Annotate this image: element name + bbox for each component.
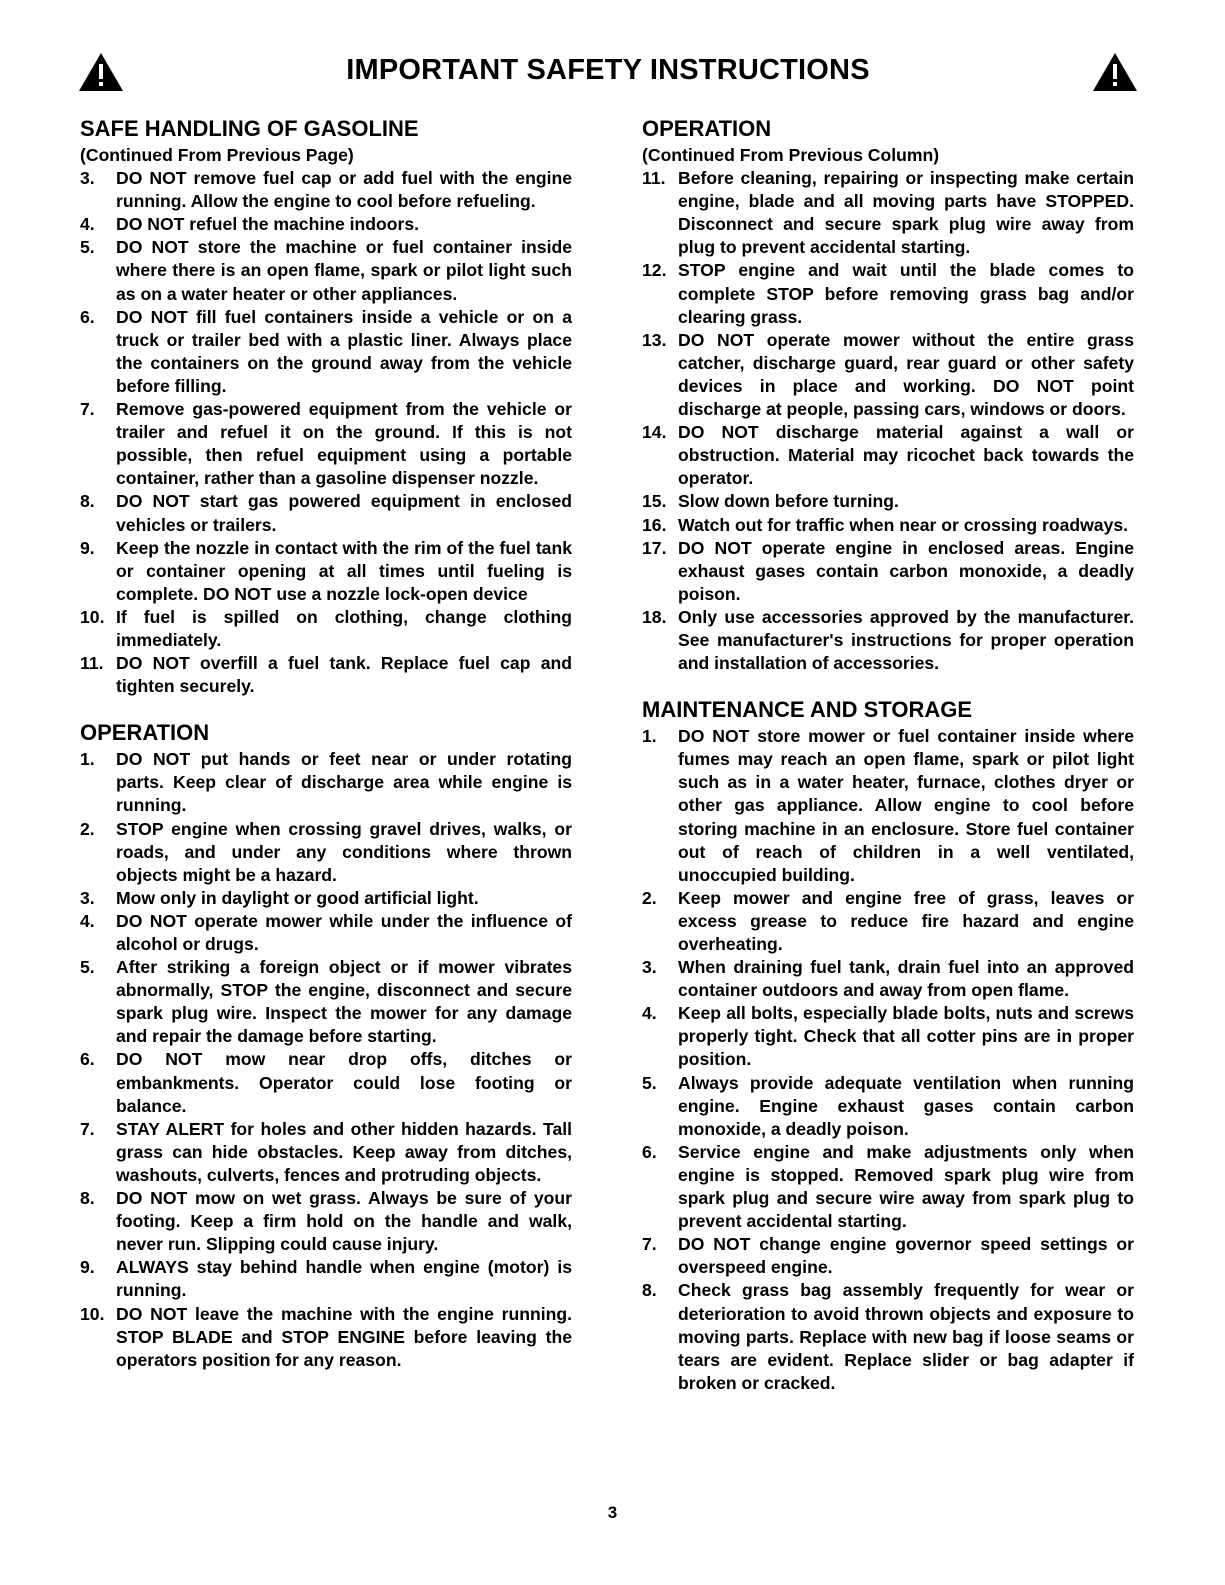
item-text: After striking a foreign object or if mower vibrates abnormally, STOP the engine, disconnect and secure spark plug wire. Inspect the mower for any damage and repair the damage before starting. bbox=[116, 957, 572, 1047]
item-number: 6. bbox=[80, 1049, 95, 1070]
item-text: Keep the nozzle in contact with the rim of the fuel tank or container opening at all times until fueling is complete. DO NOT use a nozzle lock-open device bbox=[116, 537, 572, 604]
instruction-list bbox=[80, 748, 572, 1372]
list-item bbox=[642, 606, 1134, 675]
list-item bbox=[642, 725, 1134, 887]
item-text: DO NOT refuel the machine indoors. bbox=[116, 214, 420, 235]
item-number: 3. bbox=[80, 168, 95, 189]
item-number: 4. bbox=[80, 910, 95, 931]
item-text: DO NOT mow on wet grass. Always be sure of your footing. Keep a firm hold on the handle and walk, never run. Slipping could cause injury. bbox=[116, 1188, 572, 1255]
item-number: 3. bbox=[642, 957, 657, 978]
section-title: OPERATION bbox=[80, 720, 210, 746]
list-item bbox=[80, 213, 572, 236]
item-text: DO NOT store the machine or fuel container inside where there is an open flame, spark or pilot light such as on a water heater or other appliances. bbox=[116, 237, 572, 304]
item-text: STOP engine when crossing gravel drives, walks, or roads, and under any conditions where thrown objects might be a hazard. bbox=[116, 818, 572, 885]
item-text: When draining fuel tank, drain fuel into an approved container outdoors and away from open flame. bbox=[678, 957, 1134, 1001]
list-item bbox=[642, 421, 1134, 490]
item-number: 15. bbox=[642, 491, 667, 512]
item-number: 5. bbox=[80, 957, 95, 978]
item-text: Slow down before turning. bbox=[678, 491, 899, 512]
list-item bbox=[80, 1187, 572, 1256]
item-number: 12. bbox=[642, 260, 667, 281]
list-item bbox=[642, 1233, 1134, 1279]
item-text: DO NOT leave the machine with the engine running. STOP BLADE and STOP ENGINE before leaving the operators position for any reason. bbox=[116, 1303, 572, 1370]
item-number: 6. bbox=[642, 1141, 657, 1162]
item-text: Keep all bolts, especially blade bolts, nuts and screws properly tight. Check that all cotter pins are in proper position. bbox=[678, 1003, 1134, 1070]
item-number: 17. bbox=[642, 537, 667, 558]
item-number: 10. bbox=[80, 606, 105, 627]
item-number: 7. bbox=[80, 399, 95, 420]
item-number: 11. bbox=[80, 653, 104, 674]
list-item bbox=[642, 956, 1134, 1002]
item-text: DO NOT overfill a fuel tank. Replace fuel cap and tighten securely. bbox=[116, 653, 572, 697]
item-text: DO NOT operate engine in enclosed areas. Engine exhaust gases contain carbon monoxide, a deadly poison. bbox=[678, 537, 1134, 604]
item-number: 14. bbox=[642, 422, 667, 443]
item-text: STAY ALERT for holes and other hidden hazards. Tall grass can hide obstacles. Keep away from ditches, washouts, culverts, fences and protruding objects. bbox=[116, 1118, 572, 1185]
item-text: DO NOT operate mower while under the influence of alcohol or drugs. bbox=[116, 910, 572, 954]
item-number: 4. bbox=[80, 214, 95, 235]
list-item bbox=[642, 537, 1134, 606]
list-item bbox=[80, 1048, 572, 1117]
list-item bbox=[642, 1002, 1134, 1071]
item-number: 18. bbox=[642, 606, 667, 627]
list-item bbox=[80, 956, 572, 1048]
continued-note: (Continued From Previous Page) bbox=[80, 145, 354, 165]
item-text: Always provide adequate ventilation when running engine. Engine exhaust gases contain carbon monoxide, a deadly poison. bbox=[678, 1072, 1134, 1139]
page-title: IMPORTANT SAFETY INSTRUCTIONS bbox=[346, 54, 870, 86]
maintenance-section bbox=[642, 697, 1134, 1395]
item-text: Before cleaning, repairing or inspecting make certain engine, blade and all moving parts have STOPPED. Disconnect and secure spark plug wire away from plug to prevent accidental starting. bbox=[678, 168, 1134, 258]
item-text: Remove gas-powered equipment from the vehicle or trailer and refuel it on the ground. If this is not possible, then refuel equipment using a portable container, rather than a gasoline dispenser nozzle. bbox=[116, 399, 572, 489]
list-item bbox=[80, 887, 572, 910]
item-number: 8. bbox=[80, 491, 95, 512]
left-column bbox=[80, 116, 572, 1372]
item-number: 9. bbox=[80, 1257, 95, 1278]
operation-continued-section bbox=[642, 116, 1134, 675]
list-item bbox=[642, 490, 1134, 513]
list-item bbox=[80, 537, 572, 606]
section-title: OPERATION bbox=[642, 116, 772, 141]
item-text: Only use accessories approved by the manufacturer. See manufacturer's instructions for proper operation and installation of accessories. bbox=[678, 606, 1134, 674]
list-item bbox=[642, 887, 1134, 956]
item-text: DO NOT put hands or feet near or under rotating parts. Keep clear of discharge area while engine is running. bbox=[116, 749, 572, 816]
item-text: DO NOT remove fuel cap or add fuel with the engine running. Allow the engine to cool before refueling. bbox=[116, 168, 572, 212]
item-number: 10. bbox=[80, 1303, 105, 1324]
item-text: DO NOT start gas powered equipment in enclosed vehicles or trailers. bbox=[116, 491, 572, 535]
item-text: Service engine and make adjustments only when engine is stopped. Removed spark plug wire from spark plug and secure wire away from spark plug to prevent accidental starting. bbox=[678, 1141, 1134, 1232]
list-item bbox=[642, 1279, 1134, 1394]
item-number: 1. bbox=[80, 749, 95, 770]
item-number: 6. bbox=[80, 306, 95, 327]
list-item bbox=[80, 306, 572, 398]
list-item bbox=[642, 1072, 1134, 1141]
list-item bbox=[80, 1118, 572, 1187]
list-item bbox=[80, 490, 572, 536]
item-number: 11. bbox=[642, 168, 666, 189]
list-item bbox=[642, 329, 1134, 421]
item-number: 13. bbox=[642, 329, 667, 350]
item-number: 2. bbox=[80, 818, 95, 839]
gasoline-section bbox=[80, 116, 572, 698]
instruction-list bbox=[642, 167, 1134, 675]
instruction-list bbox=[642, 725, 1134, 1395]
list-item bbox=[80, 652, 572, 698]
list-item bbox=[642, 167, 1134, 259]
section-title: SAFE HANDLING OF GASOLINE bbox=[80, 116, 419, 141]
section-title: MAINTENANCE AND STORAGE bbox=[642, 697, 973, 723]
list-item bbox=[642, 514, 1134, 537]
item-text: STOP engine and wait until the blade comes to complete STOP before removing grass bag and/or clearing grass. bbox=[678, 260, 1134, 327]
item-number: 16. bbox=[642, 514, 667, 535]
item-text: Watch out for traffic when near or crossing roadways. bbox=[678, 514, 1129, 535]
item-text: Keep mower and engine free of grass, leaves or excess grease to reduce fire hazard and engine overheating. bbox=[678, 887, 1134, 954]
right-column bbox=[642, 116, 1134, 1395]
item-text: DO NOT store mower or fuel container inside where fumes may reach an open flame, spark or pilot light such as in a water heater, furnace, clothes dryer or other gas appliance. Allow engine to cool before storing machine in an enclosure. Store fuel container out of reach of children in a well ventilated, unoccupied building. bbox=[678, 726, 1134, 885]
item-number: 8. bbox=[642, 1280, 657, 1301]
item-text: DO NOT mow near drop offs, ditches or embankments. Operator could lose footing or balance. bbox=[116, 1049, 572, 1116]
list-item bbox=[80, 748, 572, 817]
item-number: 7. bbox=[80, 1118, 95, 1139]
list-item bbox=[80, 910, 572, 956]
list-item bbox=[80, 1256, 572, 1302]
item-number: 9. bbox=[80, 537, 95, 558]
list-item bbox=[80, 398, 572, 490]
item-number: 5. bbox=[642, 1072, 657, 1093]
item-number: 8. bbox=[80, 1188, 95, 1209]
item-number: 3. bbox=[80, 887, 95, 908]
item-text: ALWAYS stay behind handle when engine (motor) is running. bbox=[116, 1257, 572, 1301]
item-text: Check grass bag assembly frequently for wear or deterioration to avoid thrown objects and exposure to moving parts. Replace with new bag if loose seams or tears are evident. Replace slider or bag adapter if broken or cracked. bbox=[678, 1280, 1134, 1393]
item-text: DO NOT change engine governor speed settings or overspeed engine. bbox=[678, 1234, 1134, 1278]
list-item bbox=[80, 167, 572, 213]
item-number: 7. bbox=[642, 1234, 657, 1255]
page-number: 3 bbox=[607, 1503, 618, 1522]
item-text: DO NOT operate mower without the entire grass catcher, discharge guard, rear guard or other safety devices in place and working. DO NOT point discharge at people, passing cars, windows or doors. bbox=[678, 329, 1134, 420]
item-number: 5. bbox=[80, 237, 95, 258]
item-text: DO NOT discharge material against a wall or obstruction. Material may ricochet back towards the operator. bbox=[678, 422, 1134, 489]
item-text: If fuel is spilled on clothing, change clothing immediately. bbox=[116, 606, 572, 650]
continued-note: (Continued From Previous Column) bbox=[642, 145, 940, 165]
item-number: 4. bbox=[642, 1003, 657, 1024]
list-item bbox=[80, 236, 572, 305]
list-item bbox=[80, 1303, 572, 1372]
item-text: DO NOT fill fuel containers inside a vehicle or on a truck or trailer bed with a plastic liner. Always place the containers on the ground away from the vehicle before filling. bbox=[116, 306, 572, 396]
list-item bbox=[80, 606, 572, 652]
item-number: 1. bbox=[642, 726, 657, 747]
list-item bbox=[642, 259, 1134, 328]
item-number: 2. bbox=[642, 887, 657, 908]
list-item bbox=[80, 818, 572, 887]
operation-section bbox=[80, 720, 572, 1372]
instruction-list bbox=[80, 167, 572, 698]
list-item bbox=[642, 1141, 1134, 1233]
item-text: Mow only in daylight or good artificial light. bbox=[116, 887, 479, 908]
warning-triangle-icon bbox=[1092, 52, 1138, 92]
page-header bbox=[78, 52, 1138, 98]
